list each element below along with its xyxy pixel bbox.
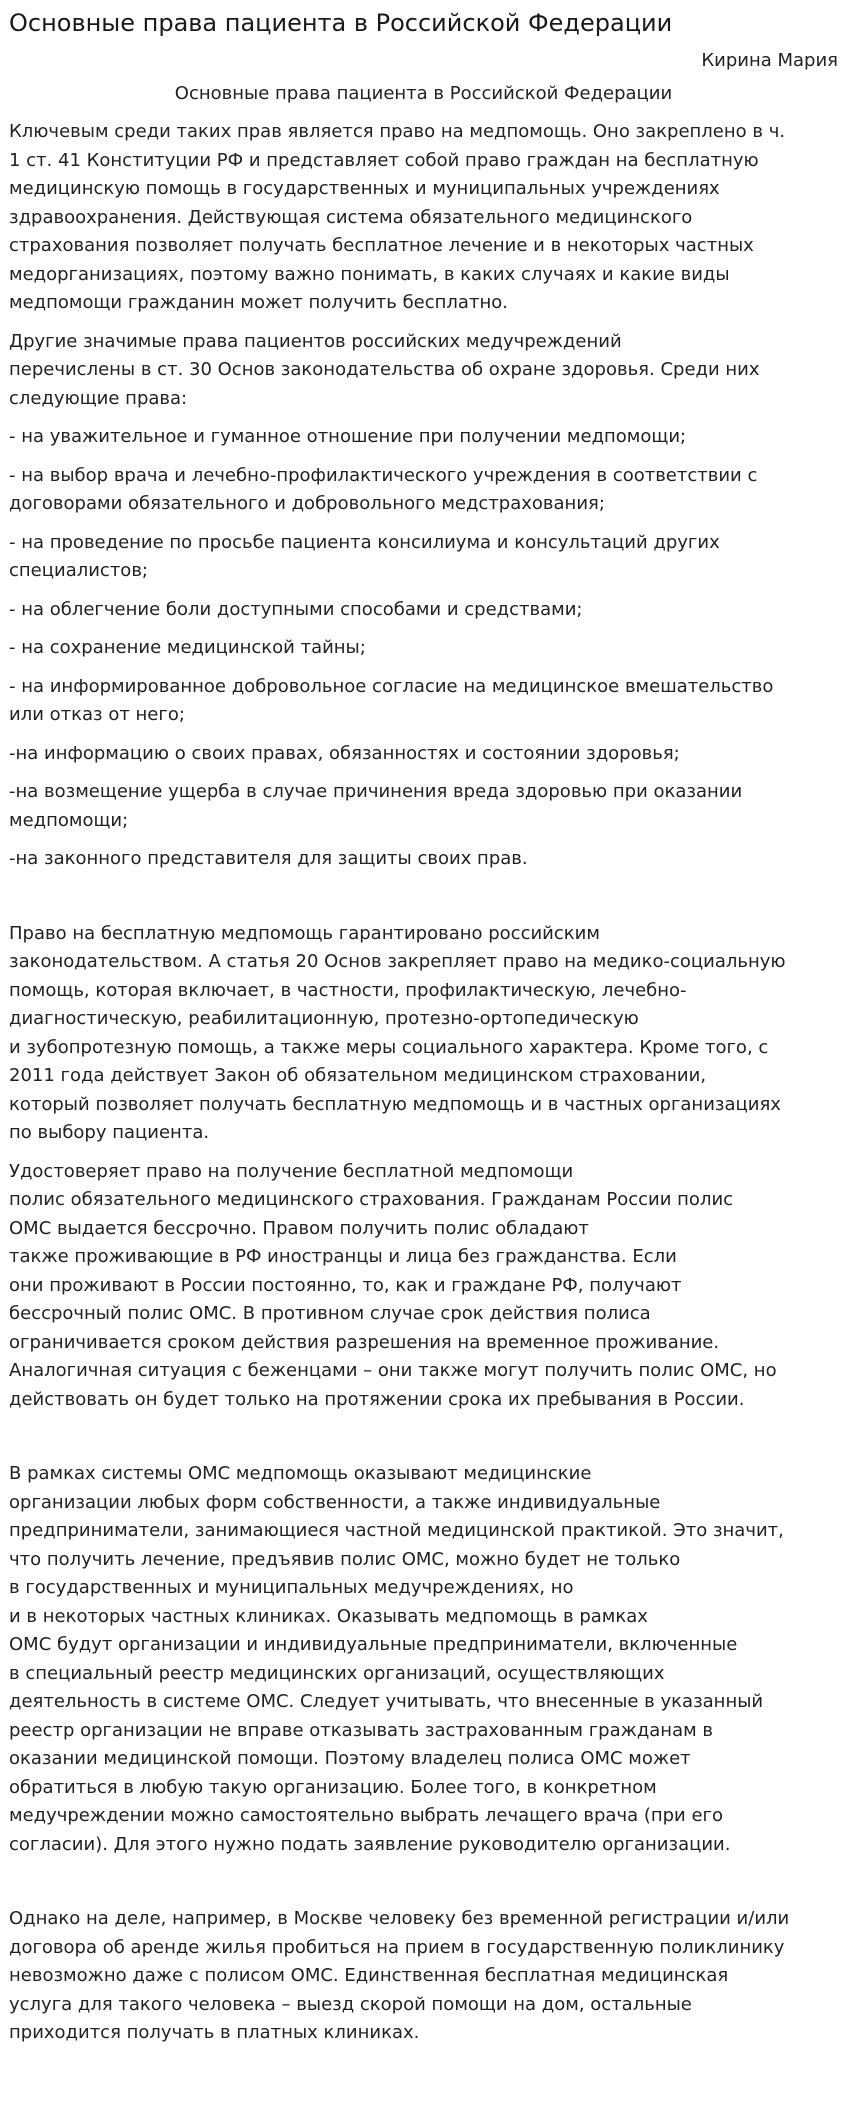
section-spacer	[9, 1869, 838, 1905]
list-item: -на информацию о своих правах, обязанностях и состоянии здоровья;	[9, 742, 680, 764]
list-item: - на выбор врача и лечебно-профилактического учреждения в соответствии с договорами обязательного и добровольного медстрахования;	[9, 464, 758, 514]
list-item: - на облегчение боли доступными способами и средствами;	[9, 598, 583, 620]
list-item: -на возмещение ущерба в случае причинения вреда здоровью при оказании медпомощи;	[9, 781, 743, 831]
section-spacer	[9, 884, 838, 920]
paragraph: Удостоверяет право на получение бесплатной медпомощи полис обязательного медицинского страхования. Гражданам России полис ОМС выдается бессрочно. Правом получить полис обладают также проживающие в РФ иностранцы и лица без гражданства. Если они проживают в России постоянно, то, как и граждане РФ, получают бессрочный полис ОМС. В противном случае срок действия полиса ограничивается сроком действия разрешения на временное проживание. Аналогичная ситуация с беженцами – они также могут получить полис ОМС, но действовать он будет только на протяжении срока их пребывания в России.	[9, 1160, 777, 1410]
paragraph: Право на бесплатную медпомощь гарантировано российским законодательством. А статья 20 Основ закрепляет право на медико-социальную помощь, которая включает, в частности, профилактическую, лечебно- диагностическую, реабилитационную, протезно-ортопедическую и зубопротезную помощь, а также меры социального характера. Кроме того, с 2011 года действует Закон об обязательном медицинском страховании, который позволяет получать бесплатную медпомощь и в частных организациях по выбору пациента.	[9, 922, 786, 1143]
paragraph: Однако на деле, например, в Москве человеку без временной регистрации и/или договора об аренде жилья пробиться на прием в государственную поликлинику невозможно даже с полисом ОМС. Единственная бесплатная медицинская услуга для такого человека – выезд скорой помощи на дом, остальные приходится получать в платных клиниках.	[9, 1908, 790, 2043]
paragraph: Ключевым среди таких прав является право на медпомощь. Оно закреплено в ч. 1 ст. 41 Конституции РФ и представляет собой право граждан на бесплатную медицинскую помощь в государственных и муниципальных учреждениях здравоохранения. Действующая система обязательного медицинского страхования позволяет получать бесплатное лечение и в некоторых частных медорганизациях, поэтому важно понимать, в каких случаях и какие виды медпомощи гражданин может получить бесплатно.	[9, 121, 786, 313]
section-practice	[9, 1905, 838, 2048]
list-item: - на сохранение медицинской тайны;	[9, 637, 366, 658]
document-title: Основные права пациента в Российской Федерации	[9, 9, 673, 37]
section-oms-system	[9, 1460, 838, 1859]
paragraph: Другие значимые права пациентов российских медучреждений перечислены в ст. 30 Основ законодательства об охране здоровья. Среди них следующие права:	[9, 330, 760, 409]
section-spacer	[9, 1424, 838, 1460]
document-subtitle: Основные права пациента в Российской Федерации	[174, 83, 673, 104]
list-item: - на информированное добровольное согласие на медицинское вмешательство или отказ от него;	[9, 675, 774, 725]
list-item: -на законного представителя для защиты своих прав.	[9, 848, 528, 869]
author-name: Кирина Мария	[701, 50, 838, 71]
list-item: - на уважительное и гуманное отношение при получении медпомощи;	[9, 426, 687, 447]
list-item: - на проведение по просьбе пациента консилиума и консультаций других специалистов;	[9, 531, 720, 581]
section-free-care	[9, 920, 838, 1415]
section-rights-list	[9, 118, 838, 874]
paragraph: В рамках системы ОМС медпомощь оказывают медицинские организации любых форм собственности, а также индивидуальные предприниматели, занимающиеся частной медицинской практикой. Это значит, что получить лечение, предъявив полис ОМС, можно будет не только в государственных и муниципальных медучреждениях, но и в некоторых частных клиниках. Оказывать медпомощь в рамках ОМС будут организации и индивидуальные предприниматели, включенные в специальный реестр медицинских организаций, осуществляющих деятельность в системе ОМС. Следует учитывать, что внесенные в указанный реестр организации не вправе отказывать застрахованным гражданам в оказании медицинской помощи. Поэтому владелец полиса ОМС может обратиться в любую такую организацию. Более того, в конкретном медучреждении можно самостоятельно выбрать лечащего врача (при его согласии). Для этого нужно подать заявление руководителю организации.	[9, 1463, 784, 1855]
